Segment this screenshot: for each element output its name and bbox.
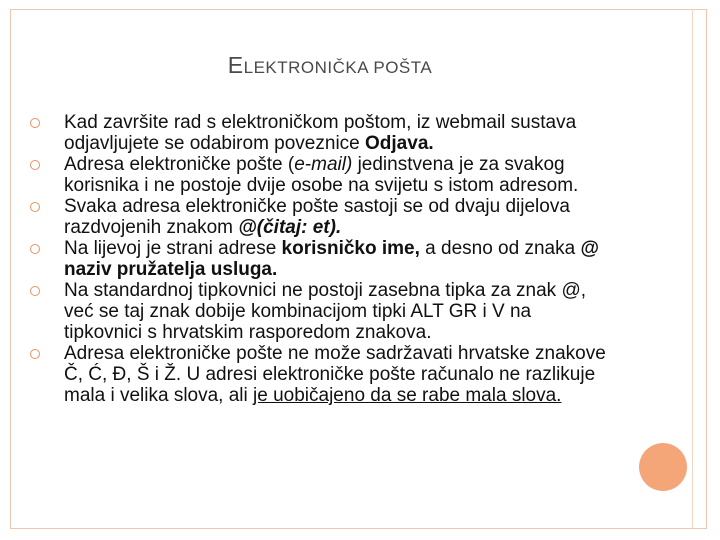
bullet-item — [30, 238, 610, 280]
bullet-item — [30, 112, 610, 154]
bullet-text: Svaka adresa elektroničke pošte sastoji se od dvaju dijelova razdvojenih znakom — [64, 196, 570, 238]
bullet-text: Adresa elektroničke pošte ( — [64, 154, 295, 175]
bullet-item — [30, 196, 610, 238]
title-initial: E — [227, 52, 244, 78]
bullet-circle-icon — [30, 202, 40, 212]
bullet-text: @(čitaj: et). — [238, 217, 342, 238]
bullet-circle-icon — [30, 160, 40, 170]
bullet-circle-icon — [30, 349, 40, 359]
bullet-circle-icon — [30, 244, 40, 254]
bullet-text: jedinstvena je za svakog korisnika i ne postoje dvije osobe na svijetu s istom adresom. — [64, 154, 579, 196]
bullet-text: Odjava. — [365, 133, 434, 154]
bullet-list — [30, 112, 610, 406]
bullet-item — [30, 154, 610, 196]
bullet-item — [30, 343, 610, 406]
bullet-text: Na lijevoj je strani adrese — [64, 238, 282, 259]
bullet-text: korisničko ime, — [281, 238, 420, 259]
bullet-text: @ naziv pružatelja usluga. — [64, 238, 599, 280]
orange-circle-decoration-icon — [639, 443, 687, 491]
bullet-circle-icon — [30, 286, 40, 296]
bullet-text: a desno od znaka — [419, 238, 581, 259]
slide-title — [0, 52, 660, 79]
bullet-item — [30, 280, 610, 343]
bullet-circle-icon — [30, 118, 40, 128]
title-rest: LEKTRONIČKA POŠTA — [243, 58, 433, 77]
bullet-text: Kad završite rad s elektroničkom poštom, iz webmail sustava odjavljujete se odabirom poveznice — [64, 112, 577, 154]
bullet-text: Adresa elektroničke pošte ne može sadržavati hrvatske znakove Č, Ć, Đ, Š i Ž. U adresi elektroničke pošte računalo ne razlikuje mala i velika slova, ali — [64, 343, 606, 406]
bullet-text: je uobičajeno da se rabe mala slova. — [253, 385, 562, 406]
bullet-text: e-mail) — [294, 154, 353, 175]
bullet-text: Na standardnoj tipkovnici ne postoji zasebna tipka za znak @, već se taj znak dobije kombinacijom tipki ALT GR i V na tipkovnici s hrvatskim rasporedom znakova. — [64, 280, 587, 343]
slide-frame-inner-line — [692, 9, 693, 529]
